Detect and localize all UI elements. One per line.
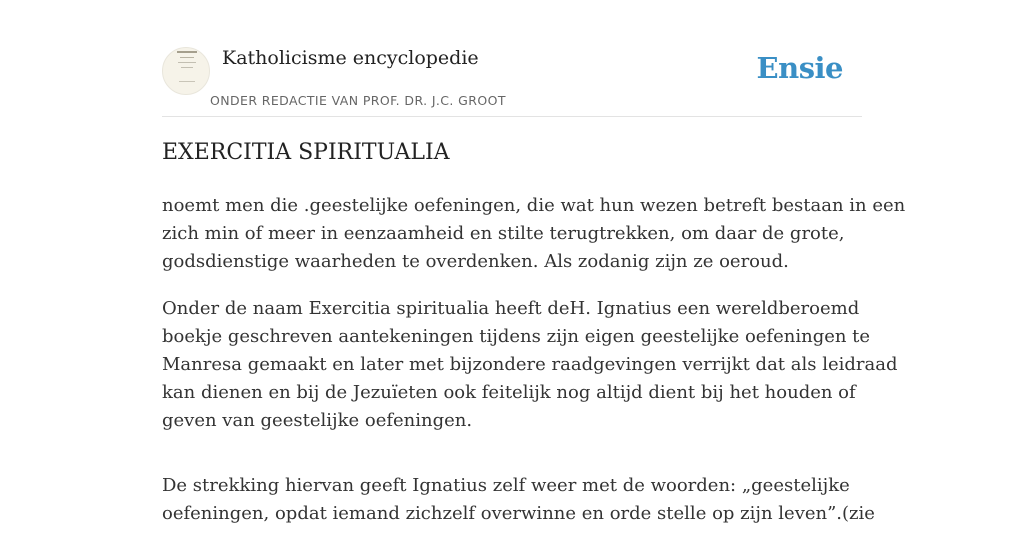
article-paragraph	[162, 472, 875, 528]
text-line: zich min of meer in eenzaamheid en stilte terugtrekken, om daar de grote,	[162, 223, 845, 244]
text-line: Manresa gemaakt en later met bijzondere raadgevingen verrijkt dat als leidraad	[162, 354, 898, 375]
text-line: oefeningen, opdat iemand zichzelf overwinne en orde stelle op zijn leven”.(zie	[162, 503, 875, 524]
book-header	[162, 42, 862, 117]
text-line: godsdienstige waarheden te overdenken. Als zodanig zijn ze oeroud.	[162, 251, 789, 272]
book-editor: ONDER REDACTIE VAN PROF. DR. J.C. GROOT	[210, 93, 506, 108]
article-title: EXERCITIA SPIRITUALIA	[162, 140, 450, 165]
text-line: noemt men die .geestelijke oefeningen, die wat hun wezen betreft bestaan in een	[162, 195, 906, 216]
text-line: kan dienen en bij de Jezuïeten ook feitelijk nog altijd dient bij het houden of	[162, 382, 856, 403]
article-body	[162, 192, 906, 547]
article-paragraph	[162, 192, 906, 276]
text-line: boekje geschreven aantekeningen tijdens zijn eigen geestelijke oefeningen te	[162, 326, 871, 347]
text-line: De strekking hiervan geeft Ignatius zelf weer met de woorden: „geestelijke	[162, 475, 850, 496]
ensie-logo-link[interactable]: Ensie	[756, 51, 843, 85]
text-line: geven van geestelijke oefeningen.	[162, 410, 473, 431]
text-line: Onder de naam Exercitia spiritualia heeft deH. Ignatius een wereldberoemd	[162, 298, 860, 319]
book-title-link[interactable]: Katholicisme encyclopedie	[222, 47, 479, 69]
article-paragraph	[162, 295, 898, 435]
book-cover-icon[interactable]	[162, 47, 210, 95]
